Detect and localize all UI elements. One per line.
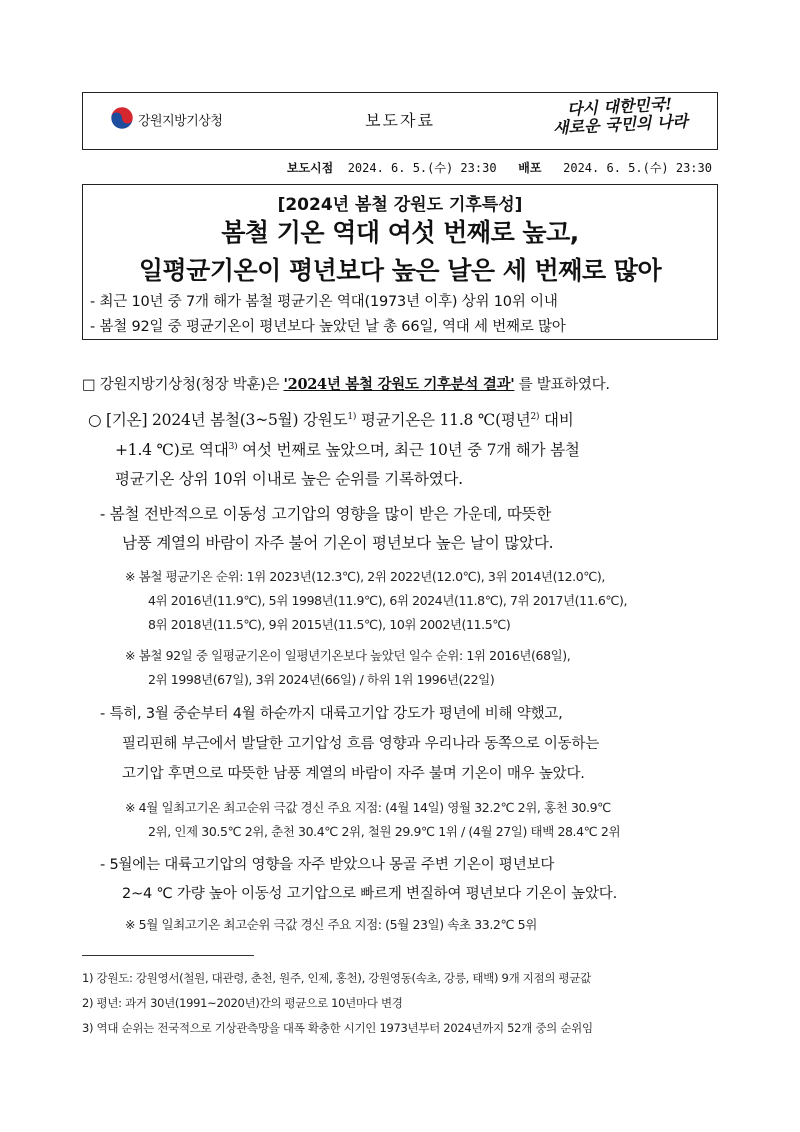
slogan-line2: 새로운 국민의 나라 xyxy=(552,111,689,138)
dash1-line1: - 봄철 전반적으로 이동성 고기압의 영향을 많이 받은 가운데, 따뜻한 xyxy=(100,505,552,523)
dash3-line2: 2~4 ℃ 가량 높아 이동성 고기압으로 빠르게 변질하여 평년보다 기온이 높았다. xyxy=(122,886,617,902)
title-subheading: [2024년 봄철 강원도 기후특성] xyxy=(277,195,523,215)
footnote-3: 3) 역대 순위는 전국적으로 기상관측망을 대폭 확충한 시기인 1973년부터 2024년까지 52개 중의 순위임 xyxy=(82,1021,593,1035)
release-time: 2024. 6. 5.(수) 23:30 xyxy=(347,161,497,175)
title-bullet-2: - 봄철 92일 중 평균기온이 평년보다 높았던 날 총 66일, 역대 세 번째로 많아 xyxy=(90,319,566,335)
footnote-divider xyxy=(82,955,254,956)
title-main-line2: 일평균기온이 평년보다 높은 날은 세 번째로 많아 xyxy=(138,256,662,285)
text-span: ○ [기온] 2024년 봄철(3~5월) 강원도 xyxy=(88,411,348,429)
note4: ※ 5월 일최고기온 최고순위 극값 경신 주요 지점: (5월 23일) 속초 33.2℃ 5위 xyxy=(125,917,537,932)
document-type: 보도자료 xyxy=(365,111,435,130)
intro-suffix: 를 발표하였다. xyxy=(514,377,610,393)
distribution-label: 배포 xyxy=(518,161,542,175)
slogan-line1: 다시 대한민국! xyxy=(566,94,673,119)
note1-line3: 8위 2018년(11.5℃), 9위 2015년(11.5℃), 10위 2002년(11.5℃) xyxy=(148,617,511,632)
text-span: +1.4 ℃)로 역대 xyxy=(115,441,229,459)
note3-line1: ※ 4월 일최고기온 최고순위 극값 경신 주요 지점: (4월 14일) 영월 32.2℃ 2위, 홍천 30.9℃ xyxy=(125,800,611,815)
text-span: 대비 xyxy=(539,411,574,429)
note1-line2: 4위 2016년(11.9℃), 5위 1998년(11.9℃), 6위 2024년(11.8℃), 7위 2017년(11.6℃), xyxy=(148,593,628,608)
footnote-ref-2: 2) xyxy=(530,412,540,422)
note2-line1: ※ 봄철 92일 중 일평균기온이 일평년기온보다 높았던 일수 순위: 1위 2016년(68일), xyxy=(125,648,571,663)
footnote-ref-1: 1) xyxy=(347,412,357,422)
release-time-label: 보도시점 xyxy=(286,161,334,175)
intro-prefix: □ 강원지방기상청(청장 박훈)은 xyxy=(82,377,284,393)
distribution-time: 2024. 6. 5.(수) 23:30 xyxy=(563,161,712,175)
text-span: 평균기온은 11.8 ℃(평년 xyxy=(356,411,531,429)
footnote-2: 2) 평년: 과거 30년(1991~2020년)간의 평균으로 10년마다 변경 xyxy=(82,996,403,1010)
dash3-line1: - 5월에는 대륙고기압의 영향을 자주 받았으나 몽골 주변 기온이 평년보다 xyxy=(100,857,555,873)
note2-line2: 2위 1998년(67일), 3위 2024년(66일) / 하위 1위 1996년(22일) xyxy=(148,672,495,687)
release-info xyxy=(0,159,712,176)
temperature-paragraph-line1 xyxy=(88,408,574,430)
title-bullet-1: - 최근 10년 중 7개 해가 봄철 평균기온 역대(1973년 이후) 상위 10위 이내 xyxy=(90,294,558,310)
temperature-paragraph-line2 xyxy=(115,438,580,460)
dash1-line2: 남풍 계열의 바람이 자주 불어 기온이 평년보다 높은 날이 많았다. xyxy=(122,534,554,552)
temperature-paragraph-line3: 평균기온 상위 10위 이내로 높은 순위를 기록하였다. xyxy=(115,470,463,488)
dash2-line3: 고기압 후면으로 따뜻한 남풍 계열의 바람이 자주 불며 기온이 매우 높았다. xyxy=(122,766,585,782)
dash2-line2: 필리핀해 부근에서 발달한 고기압성 흐름 영향과 우리나라 동쪽으로 이동하는 xyxy=(122,736,600,752)
text-span: 여섯 번째로 높았으며, 최근 10년 중 7개 해가 봄철 xyxy=(237,441,580,459)
footnote-ref-3: 3) xyxy=(228,442,238,452)
note1-line1: ※ 봄철 평균기온 순위: 1위 2023년(12.3℃), 2위 2022년(12.0℃), 3위 2014년(12.0℃), xyxy=(125,569,605,584)
footnote-1: 1) 강원도: 강원영서(철원, 대관령, 춘천, 원주, 인제, 홍천), 강원영동(속초, 강릉, 태백) 9개 지점의 평균값 xyxy=(82,971,591,985)
intro-paragraph xyxy=(82,373,610,394)
agency-name: 강원지방기상청 xyxy=(138,114,223,129)
title-main-line1: 봄철 기온 역대 여섯 번째로 높고, xyxy=(221,218,579,247)
intro-report-title: '2024년 봄철 강원도 기후분석 결과' xyxy=(283,376,515,393)
note3-line2: 2위, 인제 30.5℃ 2위, 춘천 30.4℃ 2위, 철원 29.9℃ 1위 / (4월 27일) 태백 28.4℃ 2위 xyxy=(148,824,621,839)
dash2-line1: - 특히, 3월 중순부터 4월 하순까지 대륙고기압 강도가 평년에 비해 약했고, xyxy=(100,706,563,722)
